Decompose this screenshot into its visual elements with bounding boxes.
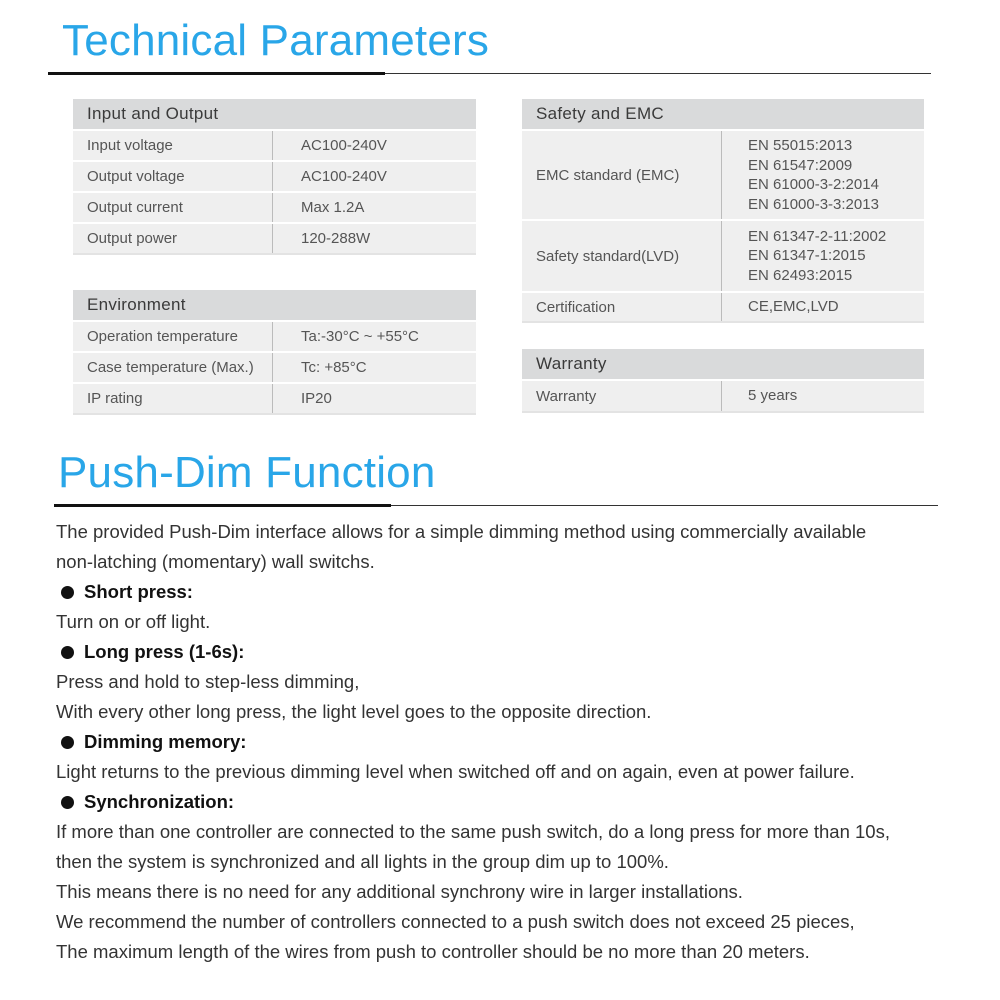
table-row: [73, 129, 476, 160]
table-row: [522, 129, 924, 219]
bullet-title: Synchronization:: [84, 791, 235, 812]
table-header: Environment: [73, 290, 476, 320]
title-underline-accent: [54, 504, 391, 507]
bullet-text: Turn on or off light.: [56, 611, 211, 632]
bullet-text: The maximum length of the wires from push to controller should be no more than 20 meters.: [56, 941, 810, 962]
lvd-standard-item: EN 61347-1:2015: [748, 247, 866, 265]
row-value: 5 years: [748, 387, 798, 405]
row-label: Input voltage: [73, 131, 273, 160]
table-row: [522, 379, 924, 413]
bullet-text: We recommend the number of controllers connected to a push switch does not exceed 25 pieces,: [56, 911, 855, 932]
table-row: [73, 160, 476, 191]
row-label: Output voltage: [73, 162, 273, 191]
bullet-dimming-memory: [56, 727, 970, 757]
input-output-table: [73, 99, 476, 255]
lvd-standard-item: EN 61347-2-11:2002: [748, 227, 887, 245]
table-row: [73, 351, 476, 382]
safety-emc-table: [522, 99, 924, 323]
bullet-text: then the system is synchronized and all lights in the group dim up to 100%.: [56, 851, 669, 872]
bullet-short-press: [56, 577, 970, 607]
table-row: [73, 222, 476, 255]
row-value-list: [722, 221, 924, 291]
bullet-dot-icon: [61, 736, 74, 749]
lvd-standard-item: EN 62493:2015: [748, 266, 853, 284]
table-row: [73, 382, 476, 415]
table-row: [522, 291, 924, 323]
emc-standard-item: EN 55015:2013: [748, 137, 853, 154]
bullet-dot-icon: [61, 796, 74, 809]
bullet-dot-icon: [61, 646, 74, 659]
intro-line: non-latching (momentary) wall switchs.: [56, 551, 375, 572]
row-label: Safety standard(LVD): [522, 221, 722, 291]
emc-standard-item: EN 61000-3-3:2013: [748, 195, 879, 213]
row-label: Operation temperature: [73, 322, 273, 351]
bullet-title: Short press:: [84, 581, 193, 602]
table-row: [73, 320, 476, 351]
row-value: Ta:-30°C ~ +55°C: [301, 328, 419, 345]
bullet-text: Press and hold to step-less dimming,: [56, 671, 360, 692]
bullet-dot-icon: [61, 586, 74, 599]
row-label: Certification: [522, 293, 722, 321]
table-header: Input and Output: [73, 99, 476, 129]
bullet-synchronization: [56, 787, 970, 817]
title-underline-accent: [48, 72, 385, 75]
row-value: 120-288W: [301, 230, 371, 247]
row-value: AC100-240V: [301, 168, 387, 185]
bullet-text: This means there is no need for any additional synchrony wire in larger installations.: [56, 881, 743, 902]
environment-table: [73, 290, 476, 415]
table-header: Safety and EMC: [522, 99, 924, 129]
emc-standard-item: EN 61000-3-2:2014: [748, 176, 879, 193]
row-label: Case temperature (Max.): [73, 353, 273, 382]
push-dim-title: Push-Dim Function: [58, 448, 436, 497]
row-value: CE,EMC,LVD: [748, 298, 839, 316]
row-label: Warranty: [522, 381, 722, 411]
bullet-title: Long press (1-6s):: [84, 641, 245, 662]
push-dim-description: [56, 517, 970, 967]
row-value: Max 1.2A: [301, 199, 365, 216]
table-row: [522, 219, 924, 291]
table-header: Warranty: [522, 349, 924, 379]
emc-standard-item: EN 61547:2009: [748, 156, 853, 174]
bullet-long-press: [56, 637, 970, 667]
row-label: EMC standard (EMC): [522, 131, 722, 219]
bullet-text: Light returns to the previous dimming level when switched off and on again, even at power failure.: [56, 761, 855, 782]
row-value-list: [722, 131, 924, 219]
warranty-table: [522, 349, 924, 413]
technical-parameters-title: Technical Parameters: [62, 16, 490, 65]
table-row: [73, 191, 476, 222]
row-label: Output current: [73, 193, 273, 222]
bullet-text: If more than one controller are connected to the same push switch, do a long press for more than 10s,: [56, 821, 890, 842]
row-value: AC100-240V: [301, 137, 387, 154]
row-label: IP rating: [73, 384, 273, 413]
row-value: IP20: [301, 390, 332, 407]
bullet-text: With every other long press, the light level goes to the opposite direction.: [56, 701, 652, 722]
row-label: Output power: [73, 224, 273, 253]
row-value: Tc: +85°C: [301, 359, 367, 376]
bullet-title: Dimming memory:: [84, 731, 247, 752]
intro-line: The provided Push-Dim interface allows for a simple dimming method using commercially available: [56, 521, 867, 542]
